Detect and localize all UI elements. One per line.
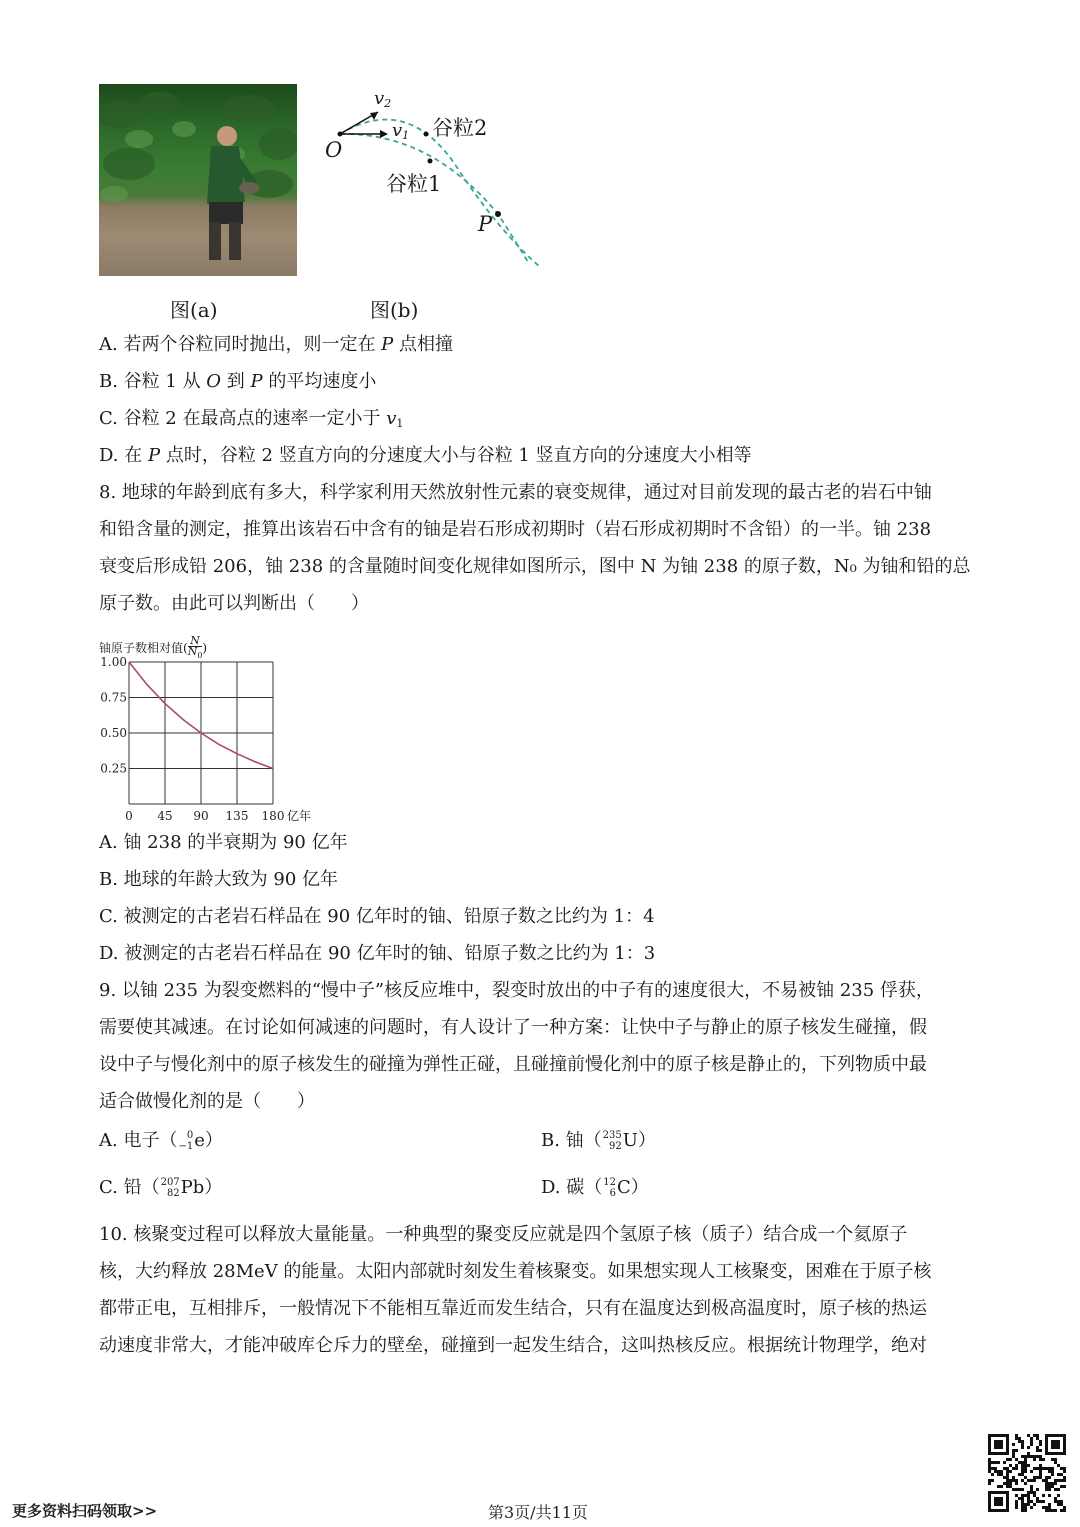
label-grain2: 谷粒2 [432,116,488,140]
x-axis-label: 亿年 [287,809,312,823]
x-tick-label: 180 [261,809,285,823]
decay-chart [99,628,339,823]
q7-option-a: A. 若两个谷粒同时抛出，则一定在 P 点相撞 [99,334,454,355]
x-tick-label: 45 [157,809,173,823]
y-tick-label: 0.25 [100,761,127,776]
q8-option-c: C. 被测定的古老岩石样品在 90 亿年时的铀、铅原子数之比约为 1：4 [99,906,655,927]
farmer-photo [99,84,297,276]
figure-a-caption: 图(a) [170,298,218,322]
y-tick-label: 1.00 [100,655,127,669]
label-v2: $v_2$ [374,88,392,110]
label-o: O [325,138,343,162]
x-tick-label: 90 [193,809,209,823]
chart-ylabel: 铀原子数相对值( N $N_0$) [99,634,208,660]
y-tick-label: 0.75 [100,690,127,705]
label-v1: $v_1$ [392,120,410,142]
q7-option-b: B. 谷粒 1 从 O 到 P 的平均速度小 [99,371,377,392]
x-tick-label: 135 [225,809,249,823]
q8-option-a: A. 铀 238 的半衰期为 90 亿年 [99,832,348,853]
q10-stem: 10. 核聚变过程可以释放大量能量。一种典型的聚变反应就是四个氢原子核（质子）结合成一个氦原子 核，大约释放 28MeV 的能量。太阳内部就时刻发生着核聚变。如果想实现人工核聚变，困难在于原子核 都带正电，互相排斥，一般情况下不能相互靠近而发生结合，只有在温度达到极高温度时，原子核的热运 动速度非常大，才能冲破库仑斥力的壁垒，碰撞到一起发生结合，这叫热核反应。根据统计物理学，绝对 [99,1224,932,1356]
figure-b-caption: 图(b) [370,298,419,322]
footer-promo-link[interactable]: 更多资料扫码领取>> [12,1502,158,1520]
q8-option-d: D. 被测定的古老岩石样品在 90 亿年时的铀、铅原子数之比约为 1：3 [99,943,656,964]
qr-code[interactable] [988,1434,1066,1512]
grain1-dot [428,159,433,164]
y-tick-label: 0.50 [100,726,127,740]
q7-option-d: D. 在 P 点时，谷粒 2 竖直方向的分速度大小与谷粒 1 竖直方向的分速度大小相等 [99,445,752,466]
q9-option-b: B. 铀（ 235 92 U） [541,1130,656,1152]
point-p [495,211,501,217]
q9-option-d: D. 碳（ 12 6 C） [541,1177,649,1199]
q9-option-a: A. 电子（ 0 −1 e） [99,1130,223,1152]
x-tick-label: 0 [125,809,133,823]
q8-stem: 8. 地球的年龄到底有多大，科学家利用天然放射性元素的衰变规律，通过对目前发现的最古老的岩石中铀 和铅含量的测定，推算出该岩石中含有的铀是岩石形成初期时（岩石形成初期时不含铅）的一半。铀 238 衰变后形成铅 206，铀 238 的含量随时间变化规律如图所示，图中 N 为铀 238 的原子数，N₀ 为铀和铅的总 原子数。由此可以判断出（ ） [99,482,971,614]
q8-option-b: B. 地球的年龄大致为 90 亿年 [99,869,339,890]
page-number: 第3页/共11页 [488,1503,588,1522]
label-p: P [478,212,493,236]
q7-option-c: C. 谷粒 2 在最高点的速率一定小于 $v_1$ [99,408,404,430]
q9-option-c: C. 铅（ 207 82 Pb） [99,1177,223,1199]
label-grain1: 谷粒1 [386,172,442,196]
grain2-dot [424,132,429,137]
q9-stem: 9. 以铀 235 为裂变燃料的“慢中子”核反应堆中，裂变时放出的中子有的速度很大，不易被铀 235 俘获， 需要使其减速。在讨论如何减速的问题时，有人设计了一种方案：让快中子与静止的原子核发生碰撞，假 设中子与慢化剂中的原子核发生的碰撞为弹性正碰，且碰撞前慢化剂中的原子核是静止的，下列物质中最 适合做慢化剂的是（ ） [99,980,934,1112]
